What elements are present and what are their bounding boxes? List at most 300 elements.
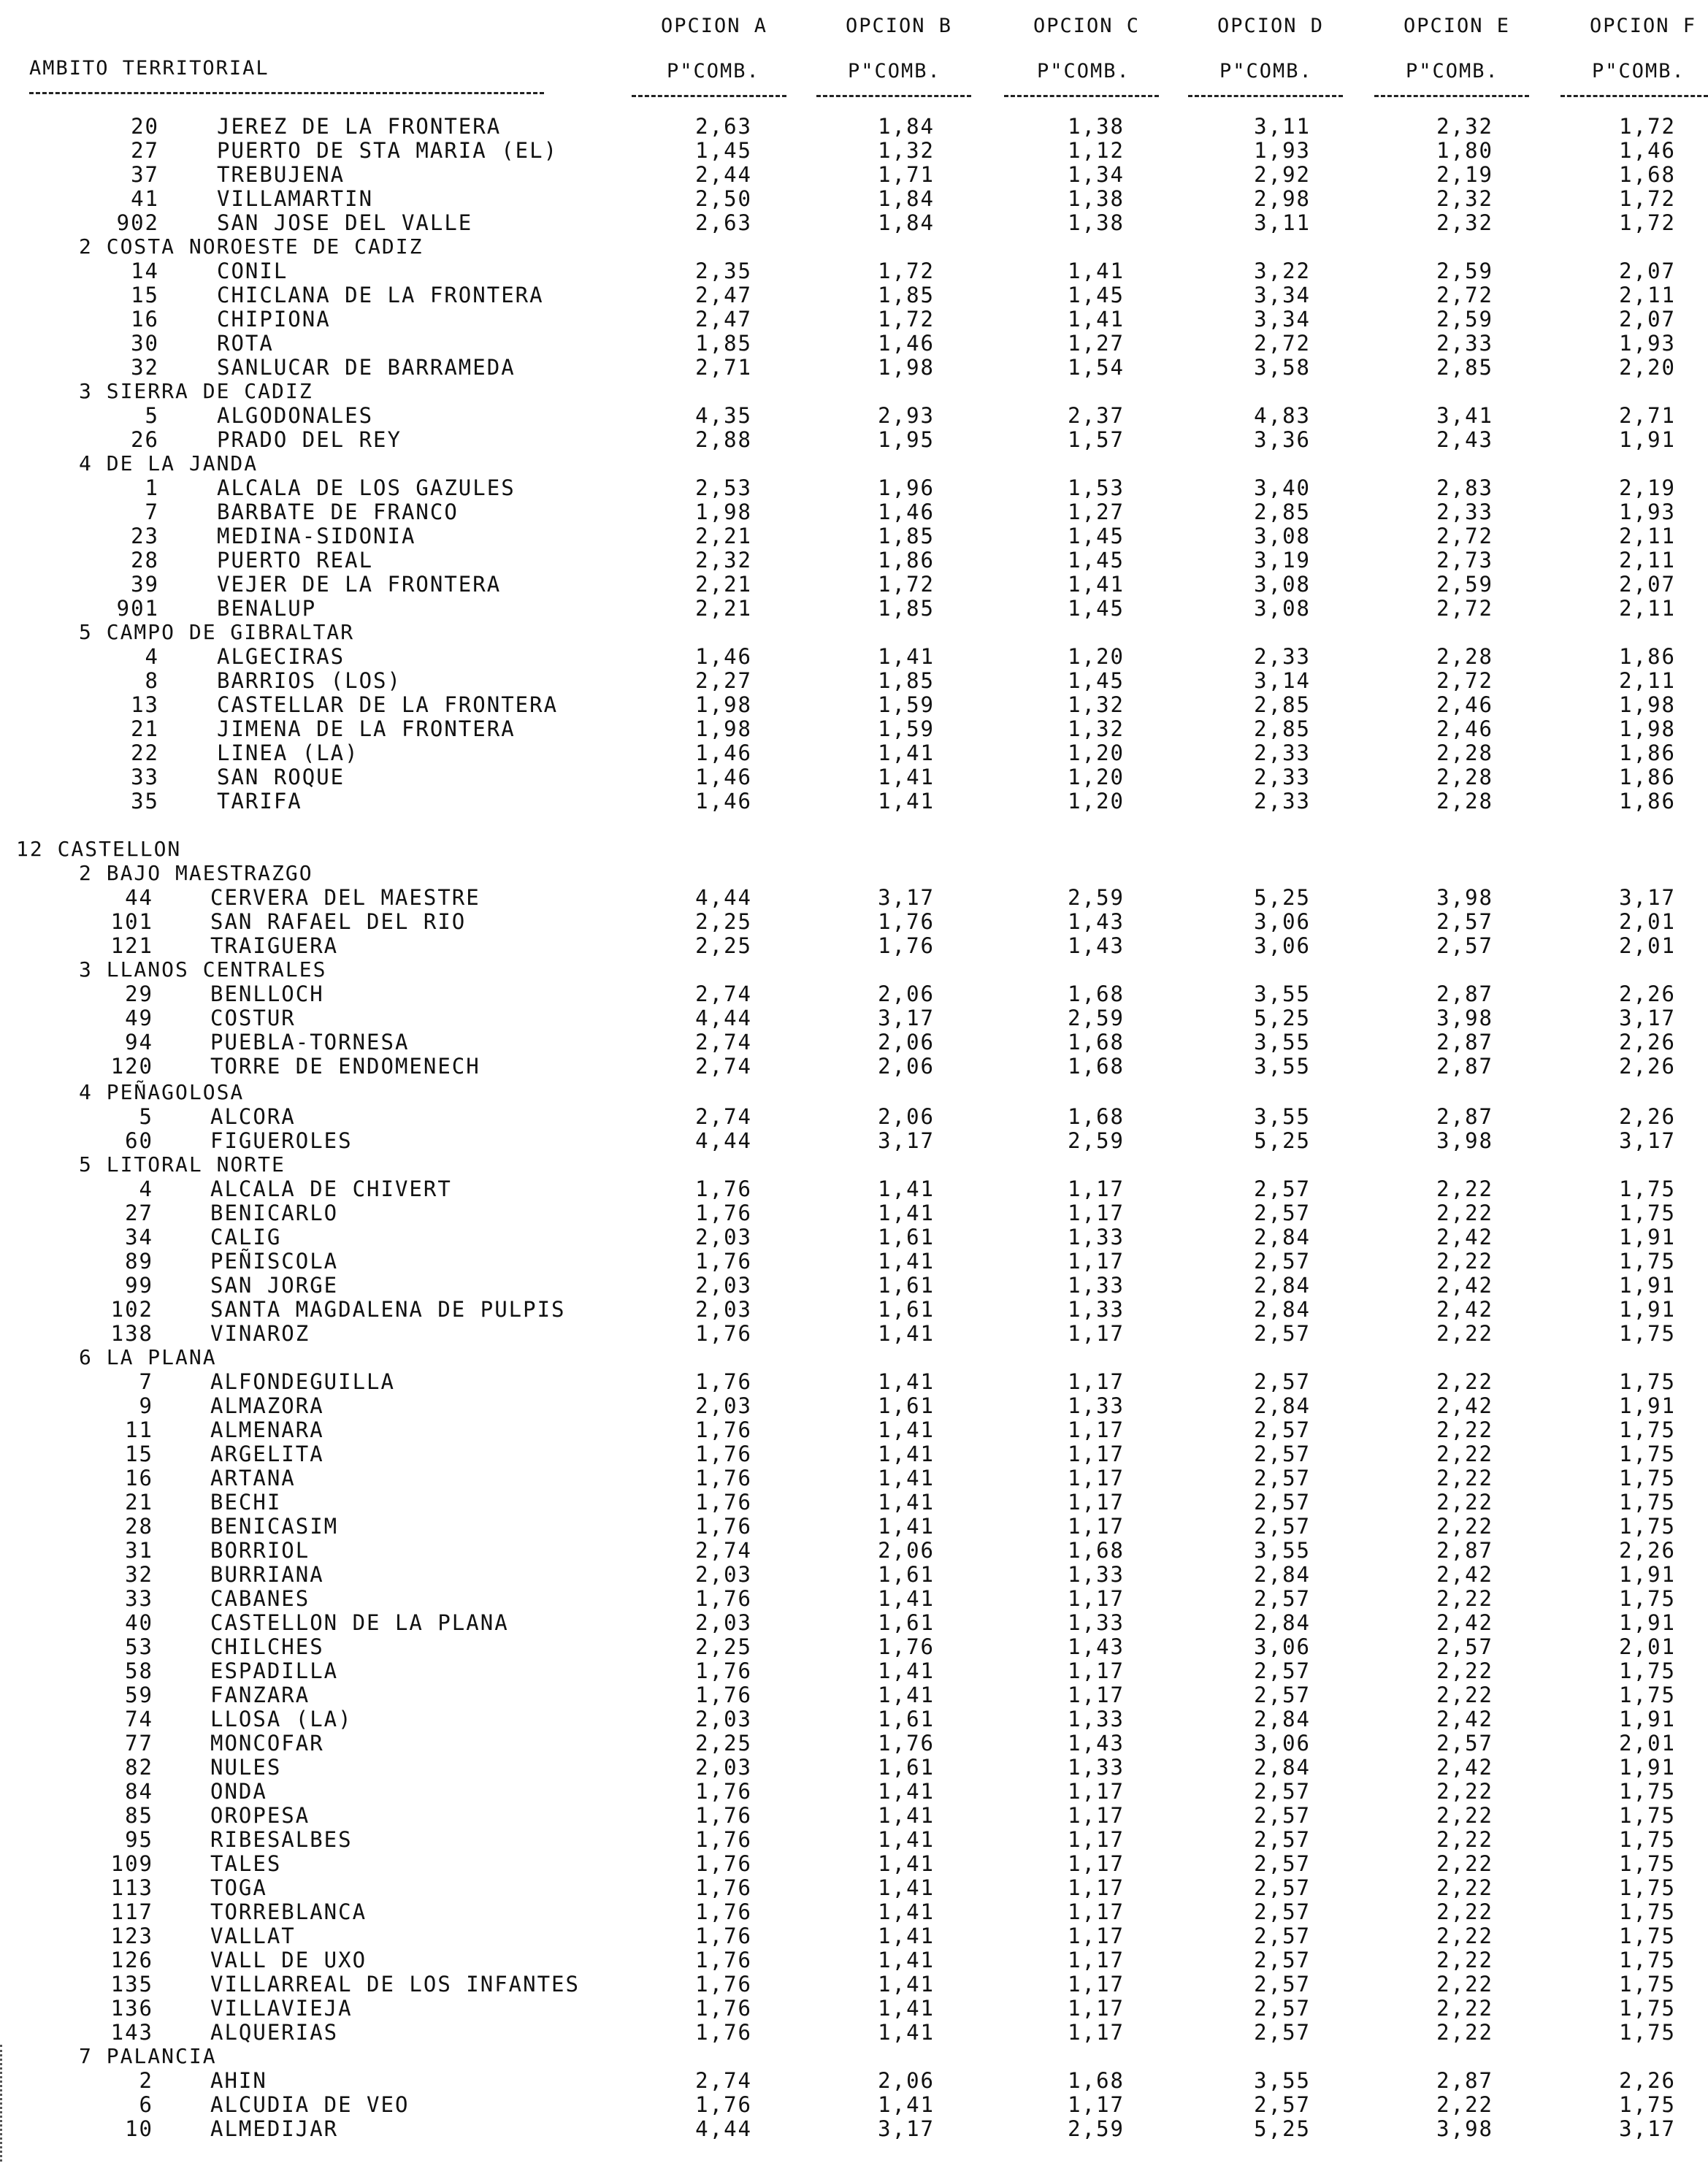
municipality-name: ALCALA DE CHIVERT <box>210 1176 452 1202</box>
unit-b-header: P"COMB. <box>848 60 941 83</box>
option-c-value: 1,17 <box>1068 1201 1125 1226</box>
option-f-value: 2,26 <box>1619 1104 1676 1130</box>
option-b-value: 1,98 <box>878 355 935 380</box>
municipality-name: CHILCHES <box>210 1634 324 1660</box>
option-d-value: 2,33 <box>1254 789 1311 814</box>
option-f-value: 1,75 <box>1619 1321 1676 1347</box>
municipality-code: 21 <box>131 716 159 741</box>
option-e-value: 2,22 <box>1436 1948 1493 1973</box>
municipality-code: 15 <box>131 283 159 307</box>
option-b-value: 2,06 <box>878 1030 935 1055</box>
option-c-value: 1,34 <box>1068 162 1125 187</box>
option-b-value: 1,76 <box>878 1634 935 1660</box>
option-f-value: 2,01 <box>1619 909 1676 934</box>
municipality-name: CONIL <box>217 259 288 283</box>
option-b-value: 1,59 <box>878 692 935 717</box>
municipality-code: 5 <box>145 403 159 428</box>
option-a-value: 4,44 <box>695 2116 752 2142</box>
option-c-value: 1,20 <box>1068 740 1125 765</box>
option-c-value: 1,33 <box>1068 1297 1125 1323</box>
municipality-name: TARIFA <box>217 789 302 814</box>
option-e-value: 2,42 <box>1436 1755 1493 1780</box>
municipality-name: AHIN <box>210 2068 267 2094</box>
unit-d-header: P"COMB. <box>1219 60 1313 83</box>
option-a-value: 1,76 <box>695 1586 752 1612</box>
option-e-value: 2,87 <box>1436 1030 1493 1055</box>
option-a-value: 1,76 <box>695 1442 752 1467</box>
option-e-value: 2,42 <box>1436 1225 1493 1250</box>
option-f-value: 2,26 <box>1619 2068 1676 2094</box>
municipality-name: BENALUP <box>217 596 317 621</box>
option-b-value: 1,41 <box>878 2092 935 2118</box>
municipality-code: 32 <box>125 1562 153 1588</box>
option-e-value: 2,22 <box>1436 1924 1493 1949</box>
option-f-value: 2,07 <box>1619 572 1676 597</box>
table-row <box>0 1996 1708 2020</box>
option-f-value: 1,68 <box>1619 162 1676 187</box>
option-d-value: 2,33 <box>1254 644 1311 669</box>
option-c-value: 1,57 <box>1068 427 1125 452</box>
table-row <box>0 789 1708 813</box>
option-d-value: 2,84 <box>1254 1273 1311 1298</box>
municipality-code: 26 <box>131 427 159 452</box>
option-a-value: 1,46 <box>695 644 752 669</box>
option-d-value: 2,57 <box>1254 1490 1311 1515</box>
option-b-value: 1,76 <box>878 1731 935 1756</box>
municipality-name: VILLARREAL DE LOS INFANTES <box>210 1972 580 1997</box>
option-b-value: 1,85 <box>878 283 935 307</box>
table-row <box>0 114 1708 138</box>
option-d-value: 2,57 <box>1254 1176 1311 1202</box>
option-f-value: 1,75 <box>1619 1851 1676 1877</box>
option-d-value: 2,57 <box>1254 1683 1311 1708</box>
option-a-value: 1,76 <box>695 1514 752 1539</box>
option-c-value: 1,43 <box>1068 1634 1125 1660</box>
option-e-value: 2,87 <box>1436 981 1493 1006</box>
table-row <box>0 1490 1708 1514</box>
table-row <box>0 1707 1708 1731</box>
option-a-value: 2,25 <box>695 1731 752 1756</box>
option-a-value: 1,76 <box>695 1683 752 1708</box>
municipality-code: 7 <box>139 1369 153 1395</box>
option-b-value: 1,61 <box>878 1707 935 1732</box>
option-f-value: 2,11 <box>1619 596 1676 621</box>
municipality-name: MEDINA-SIDONIA <box>217 524 416 548</box>
option-f-value: 1,91 <box>1619 1610 1676 1636</box>
municipality-name: TREBUJENA <box>217 162 345 187</box>
table-row <box>0 981 1708 1006</box>
option-d-value: 2,57 <box>1254 1803 1311 1829</box>
municipality-code: 30 <box>131 331 159 356</box>
option-b-value: 1,85 <box>878 596 935 621</box>
option-d-value: 5,25 <box>1254 2116 1311 2142</box>
option-f-value: 2,01 <box>1619 1731 1676 1756</box>
option-d-value: 2,85 <box>1254 716 1311 741</box>
option-e-value: 2,72 <box>1436 668 1493 693</box>
option-c-value: 1,68 <box>1068 2068 1125 2094</box>
option-f-value: 1,98 <box>1619 692 1676 717</box>
option-e-value: 2,22 <box>1436 1201 1493 1226</box>
option-b-value: 1,41 <box>878 1514 935 1539</box>
option-b-value: 1,41 <box>878 1851 935 1877</box>
group-heading: 5 LITORAL NORTE <box>79 1152 286 1177</box>
option-f-value: 2,01 <box>1619 1634 1676 1660</box>
option-a-value: 1,76 <box>695 1249 752 1274</box>
option-f-value: 2,20 <box>1619 355 1676 380</box>
municipality-code: 23 <box>131 524 159 548</box>
unit-e-header: P"COMB. <box>1406 60 1499 83</box>
option-d-value: 3,08 <box>1254 596 1311 621</box>
option-e-value: 2,22 <box>1436 1803 1493 1829</box>
option-a-value: 1,76 <box>695 2092 752 2118</box>
option-a-value: 1,76 <box>695 1417 752 1443</box>
option-b-value: 1,41 <box>878 1803 935 1829</box>
option-d-value: 2,84 <box>1254 1755 1311 1780</box>
option-c-value: 1,41 <box>1068 307 1125 332</box>
municipality-name: SANTA MAGDALENA DE PULPIS <box>210 1297 566 1323</box>
municipality-code: 143 <box>110 2020 153 2045</box>
option-b-value: 1,41 <box>878 1683 935 1708</box>
option-b-value: 3,17 <box>878 1128 935 1154</box>
option-e-value: 1,80 <box>1436 138 1493 163</box>
option-e-value: 2,59 <box>1436 572 1493 597</box>
option-f-value: 2,01 <box>1619 933 1676 958</box>
municipality-name: VINAROZ <box>210 1321 310 1347</box>
municipality-name: ALMAZORA <box>210 1393 324 1419</box>
municipality-name: CHIPIONA <box>217 307 331 332</box>
option-c-value: 1,17 <box>1068 2020 1125 2045</box>
option-d-value: 3,55 <box>1254 2068 1311 2094</box>
option-c-value: 1,17 <box>1068 1369 1125 1395</box>
municipality-name: MONCOFAR <box>210 1731 324 1756</box>
option-d-value: 2,57 <box>1254 1321 1311 1347</box>
option-e-value: 2,73 <box>1436 548 1493 573</box>
table-row <box>0 1417 1708 1442</box>
table-row <box>0 1176 1708 1201</box>
table-row <box>0 548 1708 572</box>
option-c-value: 1,17 <box>1068 1803 1125 1829</box>
option-f-value: 1,86 <box>1619 789 1676 814</box>
unit-a-header: P"COMB. <box>667 60 760 83</box>
option-b-value: 3,17 <box>878 885 935 910</box>
option-b-value: 1,41 <box>878 740 935 765</box>
table-row <box>0 1755 1708 1779</box>
option-e-value: 2,22 <box>1436 1442 1493 1467</box>
municipality-code: 5 <box>139 1104 153 1130</box>
option-a-value: 1,85 <box>695 331 752 356</box>
option-b-value: 1,95 <box>878 427 935 452</box>
table-row <box>0 1128 1708 1152</box>
option-d-value: 3,06 <box>1254 1731 1311 1756</box>
option-c-value: 1,17 <box>1068 1899 1125 1925</box>
option-a-value: 2,03 <box>695 1297 752 1323</box>
option-b-value: 1,61 <box>878 1562 935 1588</box>
option-f-value: 2,07 <box>1619 307 1676 332</box>
option-f-value: 1,86 <box>1619 765 1676 789</box>
option-b-value: 1,59 <box>878 716 935 741</box>
option-c-value: 1,17 <box>1068 1683 1125 1708</box>
option-f-value: 1,75 <box>1619 2092 1676 2118</box>
municipality-name: CHICLANA DE LA FRONTERA <box>217 283 544 307</box>
table-row <box>0 1779 1708 1803</box>
option-f-value: 1,72 <box>1619 186 1676 211</box>
municipality-name: COSTUR <box>210 1006 296 1030</box>
option-c-value: 1,45 <box>1068 668 1125 693</box>
municipality-code: 8 <box>145 668 159 693</box>
option-a-value: 2,44 <box>695 162 752 187</box>
option-d-value: 3,55 <box>1254 1538 1311 1563</box>
option-b-value: 1,85 <box>878 668 935 693</box>
option-a-value: 2,47 <box>695 307 752 332</box>
option-b-value: 1,41 <box>878 1972 935 1997</box>
option-f-value: 1,75 <box>1619 1369 1676 1395</box>
option-a-value: 4,44 <box>695 885 752 910</box>
option-f-value: 1,75 <box>1619 1249 1676 1274</box>
option-b-value: 1,84 <box>878 210 935 235</box>
table-row <box>0 1924 1708 1948</box>
option-f-value: 1,91 <box>1619 1225 1676 1250</box>
option-c-value: 1,68 <box>1068 1030 1125 1055</box>
option-f-value: 1,75 <box>1619 1924 1676 1949</box>
option-c-value: 1,20 <box>1068 644 1125 669</box>
option-e-value: 2,22 <box>1436 1899 1493 1925</box>
option-f-value: 1,75 <box>1619 1442 1676 1467</box>
municipality-code: 27 <box>125 1201 153 1226</box>
option-c-value: 2,59 <box>1068 885 1125 910</box>
option-e-value: 2,32 <box>1436 186 1493 211</box>
option-c-value: 1,17 <box>1068 1948 1125 1973</box>
option-e-value: 2,22 <box>1436 1321 1493 1347</box>
option-a-value: 2,74 <box>695 1054 752 1079</box>
municipality-name: CASTELLON DE LA PLANA <box>210 1610 509 1636</box>
option-d-value: 2,84 <box>1254 1610 1311 1636</box>
option-a-value: 4,35 <box>695 403 752 428</box>
municipality-name: FIGUEROLES <box>210 1128 353 1154</box>
option-c-value: 2,59 <box>1068 1128 1125 1154</box>
option-a-value: 1,76 <box>695 1972 752 1997</box>
municipality-code: 60 <box>125 1128 153 1154</box>
municipality-name: ALCUDIA DE VEO <box>210 2092 410 2118</box>
unit-f-header: P"COMB. <box>1592 60 1685 83</box>
option-a-value: 1,76 <box>695 1201 752 1226</box>
municipality-name: PEÑISCOLA <box>210 1249 339 1274</box>
option-c-value: 1,17 <box>1068 1490 1125 1515</box>
table-row <box>0 2020 1708 2044</box>
option-b-value: 1,41 <box>878 1924 935 1949</box>
municipality-name: ESPADILLA <box>210 1658 339 1684</box>
option-c-value: 1,12 <box>1068 138 1125 163</box>
option-e-value: 2,57 <box>1436 909 1493 934</box>
option-b-value: 1,41 <box>878 1466 935 1491</box>
option-e-value: 2,46 <box>1436 692 1493 717</box>
option-f-value: 1,75 <box>1619 1948 1676 1973</box>
municipality-name: VALL DE UXO <box>210 1948 367 1973</box>
option-a-value: 1,76 <box>695 1996 752 2021</box>
table-row <box>0 1393 1708 1417</box>
option-c-value: 1,17 <box>1068 1779 1125 1804</box>
option-a-value: 2,74 <box>695 1104 752 1130</box>
option-e-value: 3,98 <box>1436 1128 1493 1154</box>
option-a-value: 1,76 <box>695 1321 752 1347</box>
option-f-value: 1,75 <box>1619 1875 1676 1901</box>
option-b-value: 2,93 <box>878 403 935 428</box>
option-e-value: 2,33 <box>1436 500 1493 524</box>
table-row <box>0 1899 1708 1924</box>
option-b-rule <box>816 95 971 97</box>
option-a-value: 2,25 <box>695 933 752 958</box>
table-row <box>0 1875 1708 1899</box>
option-b-value: 3,17 <box>878 2116 935 2142</box>
option-b-value: 1,96 <box>878 475 935 500</box>
group-heading: 3 SIERRA DE CADIZ <box>79 379 313 403</box>
option-e-rule <box>1374 95 1529 97</box>
option-c-value: 1,41 <box>1068 572 1125 597</box>
option-f-value: 1,75 <box>1619 1514 1676 1539</box>
municipality-code: 101 <box>110 909 153 934</box>
option-e-value: 2,42 <box>1436 1707 1493 1732</box>
municipality-name: LLOSA (LA) <box>210 1707 353 1732</box>
option-e-value: 2,87 <box>1436 1538 1493 1563</box>
table-row <box>0 596 1708 620</box>
municipality-code: 33 <box>131 765 159 789</box>
option-f-value: 1,75 <box>1619 1827 1676 1853</box>
option-d-value: 2,57 <box>1254 1972 1311 1997</box>
option-b-value: 1,61 <box>878 1273 935 1298</box>
option-c-value: 1,33 <box>1068 1755 1125 1780</box>
table-row <box>0 1972 1708 1996</box>
table-row <box>0 933 1708 957</box>
municipality-code: 2 <box>139 2068 153 2094</box>
option-a-value: 1,76 <box>695 1779 752 1804</box>
option-f-value: 1,91 <box>1619 1562 1676 1588</box>
table-row <box>0 1054 1708 1078</box>
option-a-value: 2,03 <box>695 1562 752 1588</box>
option-d-value: 3,55 <box>1254 1054 1311 1079</box>
option-f-value: 3,17 <box>1619 1128 1676 1154</box>
municipality-code: 6 <box>139 2092 153 2118</box>
option-e-value: 2,87 <box>1436 1054 1493 1079</box>
option-f-value: 2,07 <box>1619 259 1676 283</box>
option-b-value: 1,41 <box>878 1417 935 1443</box>
option-c-value: 1,33 <box>1068 1393 1125 1419</box>
option-c-value: 1,54 <box>1068 355 1125 380</box>
option-f-value: 1,91 <box>1619 1297 1676 1323</box>
option-a-value: 1,76 <box>695 1899 752 1925</box>
municipality-name: BORRIOL <box>210 1538 310 1563</box>
municipality-code: 40 <box>125 1610 153 1636</box>
option-d-value: 3,08 <box>1254 524 1311 548</box>
municipality-name: LINEA (LA) <box>217 740 359 765</box>
option-c-value: 1,17 <box>1068 2092 1125 2118</box>
table-row <box>0 1803 1708 1827</box>
option-b-value: 1,41 <box>878 789 935 814</box>
option-d-value: 2,57 <box>1254 1466 1311 1491</box>
option-a-value: 1,76 <box>695 1490 752 1515</box>
option-d-value: 2,57 <box>1254 1875 1311 1901</box>
table-row <box>0 909 1708 933</box>
option-f-value: 2,19 <box>1619 475 1676 500</box>
option-b-value: 1,61 <box>878 1755 935 1780</box>
option-b-value: 1,41 <box>878 1176 935 1202</box>
option-f-value: 1,75 <box>1619 1176 1676 1202</box>
option-e-value: 2,32 <box>1436 210 1493 235</box>
option-e-value: 2,22 <box>1436 1827 1493 1853</box>
option-d-value: 2,57 <box>1254 1658 1311 1684</box>
option-c-value: 1,38 <box>1068 186 1125 211</box>
municipality-code: 31 <box>125 1538 153 1563</box>
title-rule <box>29 92 544 94</box>
option-d-value: 3,40 <box>1254 475 1311 500</box>
option-c-value: 1,45 <box>1068 548 1125 573</box>
option-d-value: 5,25 <box>1254 1128 1311 1154</box>
municipality-code: 32 <box>131 355 159 380</box>
option-e-value: 2,32 <box>1436 114 1493 139</box>
option-e-value: 2,42 <box>1436 1297 1493 1323</box>
option-f-value: 2,11 <box>1619 283 1676 307</box>
municipality-code: 109 <box>110 1851 153 1877</box>
option-d-value: 3,22 <box>1254 259 1311 283</box>
option-a-value: 1,76 <box>695 1924 752 1949</box>
municipality-name: BARBATE DE FRANCO <box>217 500 459 524</box>
option-f-value: 1,72 <box>1619 114 1676 139</box>
option-c-value: 1,33 <box>1068 1273 1125 1298</box>
option-f-value: 1,75 <box>1619 1417 1676 1443</box>
option-d-value: 2,84 <box>1254 1297 1311 1323</box>
table-row <box>0 644 1708 668</box>
option-f-value: 2,11 <box>1619 668 1676 693</box>
option-f-value: 3,17 <box>1619 885 1676 910</box>
municipality-name: VALLAT <box>210 1924 296 1949</box>
option-e-value: 2,19 <box>1436 162 1493 187</box>
option-c-value: 1,41 <box>1068 259 1125 283</box>
municipality-code: 113 <box>110 1875 153 1901</box>
option-b-value: 2,06 <box>878 1054 935 1079</box>
table-row <box>0 403 1708 427</box>
group-heading: 7 PALANCIA <box>79 2044 217 2069</box>
municipality-code: 39 <box>131 572 159 597</box>
option-b-value: 1,41 <box>878 1490 935 1515</box>
option-f-value: 1,75 <box>1619 1490 1676 1515</box>
municipality-code: 117 <box>110 1899 153 1925</box>
option-b-value: 1,85 <box>878 524 935 548</box>
option-a-value: 1,46 <box>695 789 752 814</box>
table-row <box>0 572 1708 596</box>
municipality-code: 16 <box>125 1466 153 1491</box>
option-c-value: 1,17 <box>1068 1417 1125 1443</box>
municipality-name: SAN JOSE DEL VALLE <box>217 210 473 235</box>
option-c-value: 1,27 <box>1068 500 1125 524</box>
option-e-value: 2,87 <box>1436 1104 1493 1130</box>
municipality-name: SAN RAFAEL DEL RIO <box>210 909 467 934</box>
table-row <box>0 1658 1708 1683</box>
option-f-value: 1,91 <box>1619 427 1676 452</box>
option-f-value: 1,72 <box>1619 210 1676 235</box>
option-c-value: 1,27 <box>1068 331 1125 356</box>
table-row <box>0 138 1708 162</box>
table-row <box>0 307 1708 331</box>
option-e-value: 2,22 <box>1436 1996 1493 2021</box>
option-d-value: 2,57 <box>1254 1249 1311 1274</box>
option-a-value: 2,03 <box>695 1755 752 1780</box>
option-f-value: 3,17 <box>1619 2116 1676 2142</box>
option-a-value: 1,76 <box>695 1466 752 1491</box>
option-e-value: 2,59 <box>1436 259 1493 283</box>
table-row <box>0 1442 1708 1466</box>
table-row <box>0 355 1708 379</box>
municipality-code: 59 <box>125 1683 153 1708</box>
option-b-value: 1,41 <box>878 765 935 789</box>
option-b-value: 1,61 <box>878 1297 935 1323</box>
